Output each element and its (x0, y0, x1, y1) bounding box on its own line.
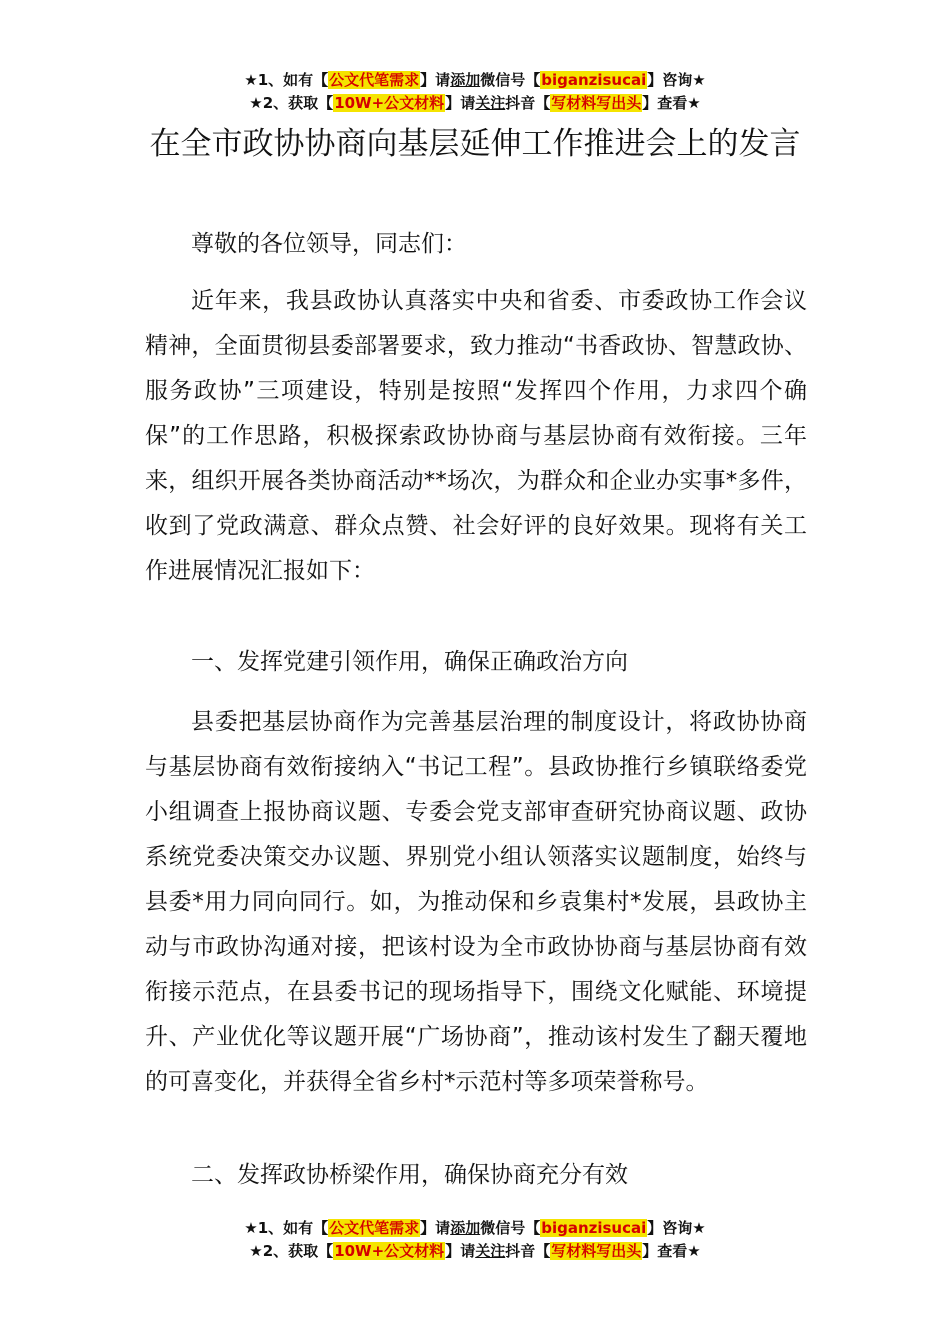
header-promo-banner (0, 69, 950, 115)
promo-line-1: ★1、如有【公文代笔需求】请添加微信号【biganzisucai】咨询★ (244, 71, 706, 89)
intro-paragraph: 近年来，我县政协认真落实中央和省委、市委政协工作会议精神，全面贯彻县委部署要求，致力推动“书香政协、智慧政协、服务政协”三项建设，特别是按照“发挥四个作用，力求四个确保”的工作思路，积极探索政协协商与基层协商有效衔接。三年来，组织开展各类协商活动**场次，为群众和企业办实事*多件，收到了党政满意、群众点赞、社会好评的良好效果。现将有关工作进展情况汇报如下： (145, 288, 807, 584)
document-title: 在全市政协协商向基层延伸工作推进会上的发言 (149, 126, 801, 162)
footer-promo-banner (0, 1217, 950, 1263)
section-1-paragraph: 县委把基层协商作为完善基层治理的制度设计，将政协协商与基层协商有效衔接纳入“书记工程”。县政协推行乡镇联络委党小组调查上报协商议题、专委会党支部审查研究协商议题、政协系统党委决策交办议题、界别党小组认领落实议题制度，始终与县委*用力同向同行。如，为推动保和乡袁集村*发展，县政协主动与市政协沟通对接，把该村设为全市政协协商与基层协商有效衔接示范点，在县委书记的现场指导下，围绕文化赋能、环境提升、产业优化等议题开展“广场协商”，推动该村发生了翻天覆地的可喜变化，并获得全省乡村*示范村等多项荣誉称号。 (145, 709, 807, 1095)
section-heading-2: 二、发挥政协桥梁作用，确保协商充分有效 (191, 1162, 628, 1188)
douyin-id-highlight: 写材料写出头 (551, 1242, 642, 1260)
salutation: 尊敬的各位领导，同志们： (191, 231, 467, 257)
service-highlight: 公文代笔需求 (329, 1219, 420, 1237)
material-highlight: 10W+公文材料 (334, 94, 445, 112)
wechat-id-highlight: biganzisucai (541, 71, 647, 89)
section-heading-1: 一、发挥党建引领作用，确保正确政治方向 (191, 649, 628, 675)
promo-line-2: ★2、获取【10W+公文材料】请关注抖音【写材料写出头】查看★ (249, 94, 701, 112)
wechat-id-highlight: biganzisucai (541, 1219, 647, 1237)
promo-line-2: ★2、获取【10W+公文材料】请关注抖音【写材料写出头】查看★ (249, 1242, 701, 1260)
service-highlight: 公文代笔需求 (329, 71, 420, 89)
promo-line-1: ★1、如有【公文代笔需求】请添加微信号【biganzisucai】咨询★ (244, 1219, 706, 1237)
material-highlight: 10W+公文材料 (334, 1242, 445, 1260)
douyin-id-highlight: 写材料写出头 (551, 94, 642, 112)
